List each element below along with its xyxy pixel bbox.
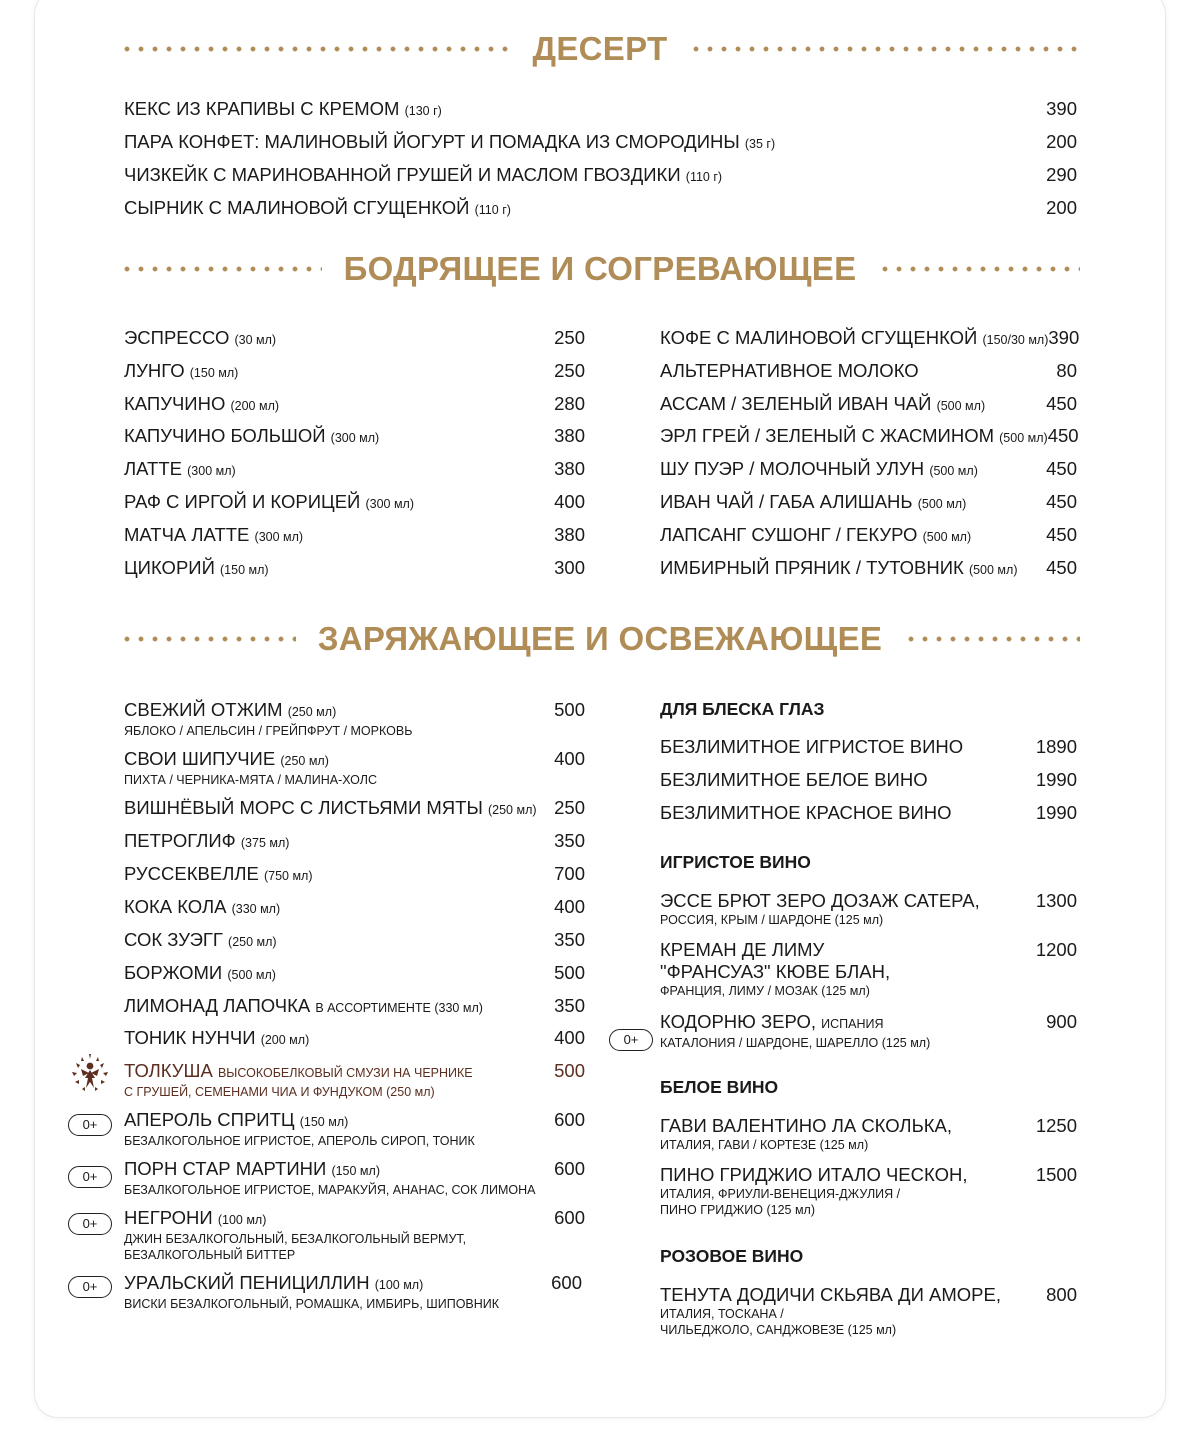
menu-item — [660, 458, 1077, 482]
item-name: ТОНИК НУНЧИ — [124, 1027, 256, 1048]
item-price: 500 — [554, 962, 585, 983]
item-size: (150 мл) — [189, 366, 239, 380]
menu-item — [660, 890, 1077, 928]
item-name: МАТЧА ЛАТТЕ — [124, 524, 250, 545]
age-badge: 0+ — [68, 1166, 112, 1188]
menu-item — [124, 524, 585, 548]
menu-item — [124, 797, 585, 821]
item-name: ЭССЕ БРЮТ ЗЕРО ДОЗАЖ САТЕРА, — [660, 890, 980, 911]
item-name: КАПУЧИНО БОЛЬШОЙ — [124, 425, 326, 446]
dotted-divider — [904, 636, 1080, 642]
item-name: КОФЕ С МАЛИНОВОЙ СГУЩЕНКОЙ — [660, 327, 978, 348]
age-badge: 0+ — [68, 1213, 112, 1235]
item-price: 450 — [1046, 393, 1077, 414]
item-price: 250 — [554, 797, 585, 818]
item-price: 390 — [1048, 327, 1080, 348]
item-name: СЫРНИК С МАЛИНОВОЙ СГУЩЕНКОЙ — [124, 197, 470, 218]
menu-item — [660, 1011, 1077, 1051]
item-name: ПЕТРОГЛИФ — [124, 830, 236, 851]
item-size: (150 мл) — [331, 1164, 380, 1178]
menu-item-featured — [124, 1060, 585, 1100]
item-price: 1500 — [1035, 1164, 1077, 1185]
item-price: 1990 — [1035, 769, 1077, 790]
menu-item — [124, 1109, 585, 1149]
item-price: 900 — [1046, 1011, 1077, 1032]
item-size: (500 мл) — [922, 530, 972, 544]
item-size: (300 мл) — [365, 497, 415, 511]
item-name: ЭРЛ ГРЕЙ / ЗЕЛЕНЫЙ С ЖАСМИНОМ — [660, 425, 994, 446]
item-description: ПИХТА / ЧЕРНИКА-МЯТА / МАЛИНА-ХОЛС — [124, 773, 377, 787]
item-name: УРАЛЬСКИЙ ПЕНИЦИЛЛИН — [124, 1272, 370, 1293]
item-price: 600 — [554, 1207, 585, 1228]
menu-item — [660, 393, 1077, 417]
item-size: (330 мл) — [231, 902, 281, 916]
item-price: 200 — [1046, 197, 1077, 218]
item-size: (300 мл) — [330, 431, 380, 445]
item-name: БОРЖОМИ — [124, 962, 223, 983]
brand-leaf-logo-icon — [68, 1052, 112, 1096]
item-name: ЦИКОРИЙ — [124, 557, 215, 578]
age-badge: 0+ — [68, 1276, 112, 1298]
section-header-cold-drinks — [120, 614, 1080, 664]
item-description: ВИСКИ БЕЗАЛКОГОЛЬНЫЙ, РОМАШКА, ИМБИРЬ, ШИПОВНИК — [124, 1297, 500, 1311]
menu-item — [124, 1207, 585, 1263]
item-price: 80 — [1056, 360, 1077, 381]
item-price: 350 — [554, 830, 585, 851]
item-size: (30 мл) — [234, 333, 277, 347]
item-size: (500 мл) — [917, 497, 967, 511]
item-name: ПОРН СТАР МАРТИНИ — [124, 1158, 327, 1179]
menu-item — [660, 557, 1077, 581]
item-name: СВЕЖИЙ ОТЖИМ — [124, 699, 283, 720]
category-heading: ИГРИСТОЕ ВИНО — [660, 852, 811, 872]
item-name: СОК ЗУЭГГ — [124, 929, 223, 950]
menu-item — [660, 1164, 1077, 1218]
menu-item — [660, 939, 1077, 999]
item-name: ЭСПРЕССО — [124, 327, 230, 348]
section-title: ЗАРЯЖАЮЩЕЕ И ОСВЕЖАЮЩЕЕ — [317, 620, 883, 657]
item-price: 1990 — [1035, 802, 1077, 823]
menu-item — [660, 802, 1077, 824]
menu-item — [124, 164, 1077, 188]
item-description: ПИНО ГРИДЖИО (125 мл) — [660, 1203, 816, 1217]
item-price: 400 — [554, 748, 585, 769]
item-price: 800 — [1046, 1284, 1077, 1305]
item-name: ПАРА КОНФЕТ: МАЛИНОВЫЙ ЙОГУРТ И ПОМАДКА ИЗ СМОРОДИНЫ — [124, 131, 740, 152]
item-price: 450 — [1046, 458, 1077, 479]
item-price: 400 — [554, 1027, 585, 1048]
item-description: БЕЗАЛКОГОЛЬНЫЙ БИТТЕР — [124, 1248, 296, 1262]
item-name: КАПУЧИНО — [124, 393, 226, 414]
item-origin: ИСПАНИЯ — [821, 1017, 884, 1031]
menu-item — [660, 360, 1077, 382]
dotted-divider — [120, 46, 511, 52]
item-name: АЛЬТЕРНАТИВНОЕ МОЛОКО — [660, 360, 919, 381]
item-description: КАТАЛОНИЯ / ШАРДОНЕ, ШАРЕЛЛО (125 мл) — [660, 1036, 931, 1050]
item-name: ВИШНЁВЫЙ МОРС С ЛИСТЬЯМИ МЯТЫ — [124, 797, 483, 818]
item-size: (200 мл) — [260, 1033, 310, 1047]
item-price: 600 — [554, 1158, 585, 1179]
item-size: (130 г) — [404, 104, 442, 118]
dotted-divider — [878, 266, 1080, 272]
item-name: ИВАН ЧАЙ / ГАБА АЛИШАНЬ — [660, 491, 913, 512]
item-name: ТЕНУТА ДОДИЧИ СКЬЯВА ДИ АМОРЕ, — [660, 1284, 1001, 1305]
item-price: 400 — [554, 896, 585, 917]
menu-item — [124, 131, 1077, 155]
menu-item — [660, 769, 1077, 791]
item-name: ГАВИ ВАЛЕНТИНО ЛА СКОЛЬКА, — [660, 1115, 952, 1136]
item-price: 280 — [554, 393, 585, 414]
item-name: РАФ С ИРГОЙ И КОРИЦЕЙ — [124, 491, 361, 512]
item-description: ИТАЛИЯ, ТОСКАНА / — [660, 1307, 784, 1321]
menu-item — [124, 929, 585, 953]
item-size: (250 мл) — [287, 705, 337, 719]
menu-item — [124, 995, 585, 1019]
item-price: 1200 — [1035, 939, 1077, 960]
item-name: ЛАПСАНГ СУШОНГ / ГЕКУРО — [660, 524, 918, 545]
item-name: ТОЛКУША — [124, 1060, 213, 1081]
item-name: ЧИЗКЕЙК С МАРИНОВАННОЙ ГРУШЕЙ И МАСЛОМ ГВОЗДИКИ — [124, 164, 681, 185]
item-size: В АССОРТИМЕНТЕ (330 мл) — [315, 1001, 483, 1015]
item-name: КЕКС ИЗ КРАПИВЫ С КРЕМОМ — [124, 98, 400, 119]
item-name: ШУ ПУЭР / МОЛОЧНЫЙ УЛУН — [660, 458, 925, 479]
item-price: 1890 — [1035, 736, 1077, 757]
category-heading: РОЗОВОЕ ВИНО — [660, 1246, 804, 1266]
menu-item — [124, 360, 585, 384]
menu-item — [124, 327, 585, 351]
item-description: С ГРУШЕЙ, СЕМЕНАМИ ЧИА И ФУНДУКОМ (250 мл) — [124, 1085, 435, 1099]
item-size: ВЫСОКОБЕЛКОВЫЙ СМУЗИ НА ЧЕРНИКЕ — [217, 1066, 473, 1080]
item-size: (100 мл) — [374, 1278, 424, 1292]
dotted-divider — [689, 46, 1080, 52]
item-size: (150/30 мл) — [982, 333, 1049, 347]
item-name: СВОИ ШИПУЧИЕ — [124, 748, 276, 769]
item-price: 200 — [1046, 131, 1077, 152]
item-size: (110 г) — [685, 170, 723, 184]
age-badge: 0+ — [609, 1029, 653, 1051]
item-price: 380 — [554, 425, 585, 446]
menu-item — [660, 491, 1077, 515]
menu-item — [660, 327, 1080, 351]
menu-item — [660, 524, 1077, 548]
item-name: БЕЗЛИМИТНОЕ ИГРИСТОЕ ВИНО — [660, 736, 964, 757]
item-size: (500 мл) — [929, 464, 978, 478]
item-size: (150 мл) — [299, 1115, 349, 1129]
item-price: 500 — [554, 1060, 585, 1081]
item-name: БЕЗЛИМИТНОЕ КРАСНОЕ ВИНО — [660, 802, 952, 823]
item-size: (250 мл) — [228, 935, 277, 949]
menu-item — [124, 699, 585, 739]
section-header-hot-drinks — [120, 244, 1080, 294]
menu-item — [660, 736, 1077, 758]
section-title: БОДРЯЩЕЕ И СОГРЕВАЮЩЕЕ — [343, 250, 857, 287]
item-size: (150 мл) — [220, 563, 269, 577]
item-name: ЛУНГО — [124, 360, 185, 381]
item-price: 450 — [1047, 425, 1079, 446]
menu-item — [124, 393, 585, 417]
item-size: (500 мл) — [999, 431, 1048, 445]
item-price: 250 — [554, 360, 585, 381]
item-name: АПЕРОЛЬ СПРИТЦ — [124, 1109, 295, 1130]
item-name: БЕЗЛИМИТНОЕ БЕЛОЕ ВИНО — [660, 769, 928, 790]
menu-item — [124, 863, 585, 887]
item-size: (35 г) — [744, 137, 776, 151]
item-price: 1250 — [1035, 1115, 1077, 1136]
item-price: 450 — [1046, 491, 1077, 512]
item-price: 350 — [554, 995, 585, 1016]
dotted-divider — [120, 266, 322, 272]
age-badge: 0+ — [68, 1114, 112, 1136]
item-price: 300 — [554, 557, 585, 578]
menu-item — [124, 748, 585, 788]
item-name: ПИНО ГРИДЖИО ИТАЛО ЧЕСКОН, — [660, 1164, 968, 1185]
item-name: ИМБИРНЫЙ ПРЯНИК / ТУТОВНИК — [660, 557, 964, 578]
menu-item — [124, 1272, 582, 1312]
dotted-divider — [120, 636, 296, 642]
item-price: 700 — [554, 863, 585, 884]
item-price: 400 — [554, 491, 585, 512]
item-size: (750 мл) — [263, 869, 313, 883]
item-name: ЛИМОНАД ЛАПОЧКА — [124, 995, 311, 1016]
menu-item — [660, 425, 1077, 449]
item-size: (300 мл) — [254, 530, 304, 544]
item-description: РОССИЯ, КРЫМ / ШАРДОНЕ (125 мл) — [660, 913, 884, 927]
item-price: 380 — [554, 458, 585, 479]
item-name: КРЕМАН ДЕ ЛИМУ — [660, 939, 825, 960]
item-size: (300 мл) — [187, 464, 236, 478]
item-description: БЕЗАЛКОГОЛЬНОЕ ИГРИСТОЕ, МАРАКУЙЯ, АНАНАС, СОК ЛИМОНА — [124, 1183, 536, 1197]
menu-item — [124, 830, 585, 854]
item-size: (100 мл) — [217, 1213, 267, 1227]
item-name: КОДОРНЮ ЗЕРО, — [660, 1011, 816, 1032]
item-name: ЛАТТЕ — [124, 458, 182, 479]
item-size: (250 мл) — [487, 803, 537, 817]
item-description: ЯБЛОКО / АПЕЛЬСИН / ГРЕЙПФРУТ / МОРКОВЬ — [124, 724, 413, 738]
menu-item — [124, 557, 585, 581]
menu-item — [660, 1115, 1077, 1153]
item-price: 450 — [1046, 557, 1077, 578]
item-price: 250 — [554, 327, 585, 348]
item-size: (110 г) — [474, 203, 511, 217]
item-description: ДЖИН БЕЗАЛКОГОЛЬНЫЙ, БЕЗАЛКОГОЛЬНЫЙ ВЕРМУТ, — [124, 1232, 467, 1246]
item-price: 390 — [1046, 98, 1077, 119]
item-description: ИТАЛИЯ, ФРИУЛИ-ВЕНЕЦИЯ-ДЖУЛИЯ / — [660, 1187, 901, 1201]
item-size: (500 мл) — [936, 399, 986, 413]
menu-item — [124, 1158, 585, 1198]
item-price: 1300 — [1035, 890, 1077, 911]
item-description: ЧИЛЬЕДЖОЛО, САНДЖОВЕЗЕ (125 мл) — [660, 1323, 897, 1337]
section-title: ДЕСЕРТ — [532, 30, 668, 67]
category-heading: БЕЛОЕ ВИНО — [660, 1077, 779, 1097]
category-heading: ДЛЯ БЛЕСКА ГЛАЗ — [660, 699, 825, 719]
item-price: 290 — [1046, 164, 1077, 185]
item-size: (375 мл) — [240, 836, 290, 850]
section-header-dessert — [120, 24, 1080, 74]
item-size: (500 мл) — [968, 563, 1018, 577]
item-price: 350 — [554, 929, 585, 950]
item-description: ФРАНЦИЯ, ЛИМУ / МОЗАК (125 мл) — [660, 984, 870, 998]
item-price: 380 — [554, 524, 585, 545]
item-price: 600 — [551, 1272, 582, 1293]
item-size: (500 мл) — [227, 968, 276, 982]
menu-item — [660, 1284, 1077, 1338]
item-description: БЕЗАЛКОГОЛЬНОЕ ИГРИСТОЕ, АПЕРОЛЬ СИРОП, ТОНИК — [124, 1134, 475, 1148]
menu-item — [124, 98, 1077, 122]
menu-item — [124, 1027, 585, 1051]
item-price: 600 — [554, 1109, 585, 1130]
item-name-line-2: "ФРАНСУАЗ" КЮВЕ БЛАН, — [660, 961, 891, 982]
item-size: (250 мл) — [280, 754, 329, 768]
menu-item — [124, 458, 585, 482]
item-name: РУССЕКВЕЛЛЕ — [124, 863, 259, 884]
menu-item — [124, 896, 585, 920]
item-size: (200 мл) — [230, 399, 280, 413]
item-name: КОКА КОЛА — [124, 896, 227, 917]
item-price: 500 — [554, 699, 585, 720]
menu-item — [124, 962, 585, 986]
item-price: 450 — [1046, 524, 1077, 545]
menu-item — [124, 491, 585, 515]
item-name: НЕГРОНИ — [124, 1207, 213, 1228]
item-name: АССАМ / ЗЕЛЕНЫЙ ИВАН ЧАЙ — [660, 393, 932, 414]
item-description: ИТАЛИЯ, ГАВИ / КОРТЕЗЕ (125 мл) — [660, 1138, 869, 1152]
menu-item — [124, 425, 585, 449]
menu-item — [124, 197, 1077, 221]
